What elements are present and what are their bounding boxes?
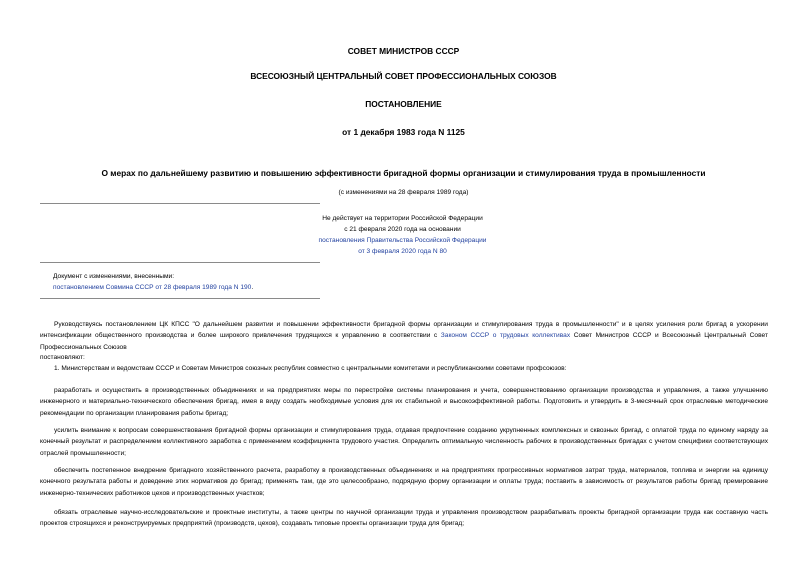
divider <box>40 298 320 299</box>
changes-link[interactable]: постановлением Совмина СССР от 28 февраля 1989 года N 190 <box>53 284 252 291</box>
doc-date: от 1 декабря 1983 года N 1125 <box>342 127 465 137</box>
resolves-text: постановляют: <box>40 354 85 361</box>
divider <box>40 203 320 204</box>
changes-label: Документ с изменениями, внесенными: <box>53 273 175 280</box>
item-1: 1. Министерствам и ведомствам СССР и Советам Министров союзных республик совместно с центральными комитетами и республиканскими советами профсоюзов: <box>54 365 567 372</box>
council-heading: СОВЕТ МИНИСТРОВ СССР <box>347 46 460 56</box>
paragraph-1: разработать и осуществить в производственных объединениях и на предприятиях меры по перестройке системы планирования и учета, совершенствованию организации производства и управления, а также улучшению инженерного и материально-технического обеспечения бригад, имея в виду создать необходимые условия для их стабильной и высокоэффективной работы. Подготовить и утвердить в 3-месячный срок отраслевые методические рекомендации по организации планирования работы бригад; <box>40 387 768 417</box>
changes-block <box>53 271 453 293</box>
status-line-2: с 21 февраля 2020 года на основании <box>344 226 461 233</box>
status-link-date[interactable]: от 3 февраля 2020 года N 80 <box>358 248 447 255</box>
doc-type-heading: ПОСТАНОВЛЕНИЕ <box>365 99 442 109</box>
intro-text-a: Руководствуясь постановлением ЦК КПСС "О дальнейшем развитии и повышении эффективности бригадной формы организации и стимулирования труда в промышленности" и в целях усиления роли бригад в ускорении интенсификации общественного производства и более широкого привлечения трудящихся к управлению в соответствии с <box>40 321 768 340</box>
status-block <box>280 213 525 257</box>
changes-tail: . <box>251 284 254 291</box>
doc-title: О мерах по дальнейшему развитию и повышению эффективности бригадной формы организации и стимулирования труда в промышленности <box>101 168 706 178</box>
paragraph-4: обязать отраслевые научно-исследовательские и проектные институты, а также центры по научной организации труда и управления производством разрабатывать проекты бригадной организации труда как составную часть проектов строящихся и реконструируемых предприятий (производств, цехов), создавать типовые проекты организации труда для бригад; <box>40 509 768 528</box>
intro-paragraph <box>40 319 768 353</box>
intro-text-b: Совет Министров СССР и Всесоюзный Центральный Совет Профессиональных Союзов <box>40 332 768 351</box>
unions-heading: ВСЕСОЮЗНЫЙ ЦЕНТРАЛЬНЫЙ СОВЕТ ПРОФЕССИОНАЛЬНЫХ СОЮЗОВ <box>250 71 557 81</box>
divider <box>40 262 320 263</box>
paragraph-2: усилить внимание к вопросам совершенствования бригадной формы организации и стимулирования труда, отдавая предпочтение созданию укрупненных комплексных и сквозных бригад, с оплатой труда по единому наряду за конечный результат и распределением коллективного заработка с применением коэффициента трудового участия. Определить оптимальную численность рабочих в производственных бригадах с учетом специфики соответствующих отраслей промышленности; <box>40 427 768 457</box>
law-link[interactable]: Законом СССР о трудовых коллективах <box>440 332 571 340</box>
paragraph-3: обеспечить постепенное внедрение бригадного хозяйственного расчета, разработку в производственных объединениях и на предприятиях прогрессивных нормативов затрат труда, материалов, топлива и энергии на единицу конечного результата работы и доведение этих нормативов до бригад; применять там, где это целесообразно, подрядную форму организации и оплаты труда; поставить в зависимость от результатов работы бригад премирование инженерно-технических работников цехов и производственных участков; <box>40 467 768 497</box>
status-line-1: Не действует на территории Российской Федерации <box>322 215 483 222</box>
amend-note: (с изменениями на 28 февраля 1989 года) <box>338 189 469 196</box>
status-link-resolution[interactable]: постановления Правительства Российской Федерации <box>318 237 487 244</box>
